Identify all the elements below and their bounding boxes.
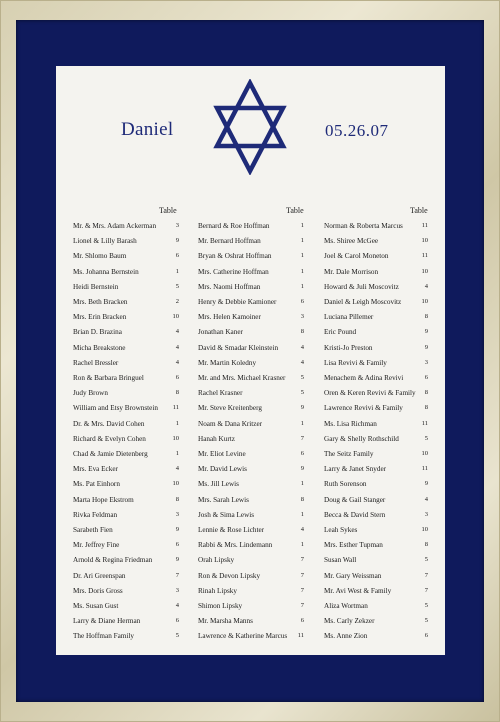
table-number: 5 bbox=[424, 556, 428, 564]
guest-row bbox=[324, 435, 428, 450]
guest-row bbox=[324, 511, 428, 526]
table-number: 7 bbox=[300, 556, 304, 564]
table-number: 6 bbox=[175, 252, 179, 260]
guest-row bbox=[198, 450, 304, 465]
table-number: 7 bbox=[300, 571, 304, 579]
honoree-name: Daniel bbox=[121, 119, 174, 140]
table-number: 10 bbox=[421, 450, 428, 457]
table-number: 5 bbox=[175, 282, 179, 290]
table-number: 5 bbox=[300, 389, 304, 397]
guest-name: Richard & Evelyn Cohen bbox=[73, 434, 146, 443]
guest-row bbox=[198, 632, 304, 647]
table-number: 10 bbox=[421, 298, 428, 305]
guest-row bbox=[73, 404, 179, 419]
table-number: 1 bbox=[300, 282, 304, 290]
guest-row bbox=[324, 237, 428, 252]
guest-row bbox=[198, 374, 304, 389]
guest-row bbox=[198, 420, 304, 435]
table-number: 11 bbox=[172, 404, 179, 412]
guest-row bbox=[73, 359, 179, 374]
table-number: 5 bbox=[424, 434, 428, 442]
guest-row bbox=[198, 602, 304, 617]
guest-row bbox=[324, 602, 428, 617]
guest-row bbox=[73, 450, 179, 465]
guest-row bbox=[73, 617, 179, 632]
guest-row bbox=[73, 511, 179, 526]
guest-name: Ron & Devon Lipsky bbox=[198, 571, 261, 580]
guest-name: Mr. Marsha Manns bbox=[198, 617, 253, 626]
table-number: 7 bbox=[300, 602, 304, 609]
guest-name: Heidi Bernstein bbox=[73, 282, 119, 291]
guest-name: Judy Brown bbox=[73, 389, 108, 398]
table-number: 10 bbox=[172, 480, 179, 488]
table-number: 6 bbox=[300, 298, 304, 305]
guest-name: Gary & Shelly Rothschild bbox=[324, 434, 399, 443]
guest-row bbox=[198, 556, 304, 571]
guest-row bbox=[198, 359, 304, 374]
guest-row bbox=[324, 313, 428, 328]
guest-name: Mrs. Eva Ecker bbox=[73, 465, 118, 474]
table-number: 5 bbox=[300, 374, 304, 381]
guest-row bbox=[198, 237, 304, 252]
table-number: 6 bbox=[300, 617, 304, 625]
guest-row bbox=[73, 480, 179, 495]
guest-row bbox=[198, 252, 304, 267]
guest-name: David & Smadar Kleinstein bbox=[198, 343, 279, 352]
guest-row bbox=[324, 541, 428, 556]
guest-name: Rivka Feldman bbox=[73, 510, 118, 519]
table-number: 10 bbox=[421, 526, 428, 533]
guest-name: Mr. Bernard Hoffman bbox=[198, 237, 261, 246]
guest-row bbox=[198, 344, 304, 359]
guest-name: Bryan & Oshrat Hoffman bbox=[198, 252, 272, 261]
guest-name: Ms. Shiree McGee bbox=[324, 237, 379, 246]
guest-name: The Hoffman Family bbox=[73, 632, 134, 641]
guest-name: Kristi-Jo Preston bbox=[324, 343, 373, 352]
guest-name: Dr. Ari Greenspan bbox=[73, 571, 126, 580]
table-number: 9 bbox=[175, 237, 179, 245]
table-number: 2 bbox=[175, 298, 179, 305]
table-number: 3 bbox=[175, 510, 179, 518]
guest-row bbox=[198, 313, 304, 328]
guest-name: Ron & Barbara Bringuel bbox=[73, 374, 144, 382]
table-number: 3 bbox=[175, 586, 179, 594]
guest-row bbox=[324, 526, 428, 541]
table-number: 6 bbox=[175, 541, 179, 549]
table-number: 11 bbox=[421, 419, 428, 427]
table-number: 1 bbox=[300, 480, 304, 488]
guest-name: Arnold & Regina Friedman bbox=[73, 556, 153, 565]
guest-name: Mrs. Esther Tupman bbox=[324, 541, 383, 550]
guest-name: Ms. Johanna Bernstein bbox=[73, 267, 139, 276]
table-number: 9 bbox=[424, 328, 428, 336]
guest-name: Sarabeth Fien bbox=[73, 526, 113, 534]
guest-row bbox=[73, 344, 179, 359]
guest-row bbox=[73, 268, 179, 283]
guest-row bbox=[324, 465, 428, 480]
table-number: 1 bbox=[175, 419, 179, 427]
table-number: 1 bbox=[300, 510, 304, 518]
guest-name: Lisa Revivi & Family bbox=[324, 358, 387, 367]
guest-name: Mrs. Erin Bracken bbox=[73, 313, 127, 322]
table-number: 1 bbox=[300, 419, 304, 427]
guest-name: Lennie & Rose Lichter bbox=[198, 526, 265, 534]
table-number: 1 bbox=[300, 222, 304, 229]
table-number: 8 bbox=[424, 389, 428, 397]
guest-name: Norman & Roberta Marcus bbox=[324, 222, 403, 230]
table-number: 10 bbox=[421, 237, 428, 245]
guest-name: Noam & Dana Kritzer bbox=[198, 419, 263, 428]
guest-row bbox=[198, 328, 304, 343]
guest-name: Marta Hope Ekstrom bbox=[73, 495, 134, 504]
table-number: 10 bbox=[172, 313, 179, 321]
guest-row bbox=[73, 526, 179, 541]
guest-row bbox=[324, 283, 428, 298]
guest-row bbox=[73, 283, 179, 298]
table-number: 4 bbox=[300, 358, 304, 366]
guest-name: Oren & Keren Revivi & Family bbox=[324, 389, 416, 398]
guest-row bbox=[73, 465, 179, 480]
guest-name: Chad & Jamie Dietenberg bbox=[73, 450, 148, 458]
table-number: 5 bbox=[424, 617, 428, 625]
table-number: 5 bbox=[175, 632, 179, 640]
table-number: 11 bbox=[421, 252, 428, 260]
table-number: 9 bbox=[300, 465, 304, 473]
table-number: 7 bbox=[175, 571, 179, 579]
guest-name: Ms. Carly Zekzer bbox=[324, 617, 375, 626]
event-date: 05.26.07 bbox=[325, 121, 389, 140]
guest-name: Mr. Jeffrey Fine bbox=[73, 541, 120, 550]
guest-row bbox=[198, 283, 304, 298]
guest-row bbox=[198, 526, 304, 541]
table-number: 6 bbox=[300, 450, 304, 457]
guest-name: Mr. Martin Koledny bbox=[198, 358, 257, 367]
table-number: 7 bbox=[300, 586, 304, 594]
guest-row bbox=[198, 572, 304, 587]
guest-row bbox=[73, 374, 179, 389]
table-number: 10 bbox=[421, 267, 428, 275]
guest-row bbox=[73, 632, 179, 647]
guest-name: Jonathan Kaner bbox=[198, 328, 243, 337]
table-number: 3 bbox=[424, 358, 428, 366]
table-number: 4 bbox=[175, 358, 179, 366]
guest-row bbox=[73, 496, 179, 511]
table-number: 8 bbox=[424, 313, 428, 321]
table-number: 1 bbox=[300, 267, 304, 275]
table-number: 8 bbox=[175, 495, 179, 503]
guest-name: Menachem & Adina Revivi bbox=[324, 374, 404, 382]
guest-row bbox=[73, 389, 179, 404]
guest-row bbox=[198, 404, 304, 419]
guest-name: Mrs. Beth Bracken bbox=[73, 298, 128, 306]
guest-row bbox=[73, 435, 179, 450]
table-number: 8 bbox=[424, 541, 428, 549]
guest-row bbox=[73, 587, 179, 602]
guest-name: William and Etsy Brownstein bbox=[73, 404, 158, 413]
guest-name: Hanah Kurtz bbox=[198, 434, 235, 443]
guest-name: Doug & Gail Stanger bbox=[324, 495, 386, 504]
table-number: 9 bbox=[175, 556, 179, 564]
table-number: 1 bbox=[175, 267, 179, 275]
table-number: 11 bbox=[421, 222, 428, 229]
table-number: 6 bbox=[424, 374, 428, 381]
guest-row bbox=[324, 587, 428, 602]
guest-name: Rachel Bressler bbox=[73, 358, 119, 367]
table-number: 8 bbox=[175, 389, 179, 397]
guest-name: Aliza Wortman bbox=[324, 602, 368, 610]
guest-name: Mrs. Sarah Lewis bbox=[198, 495, 249, 504]
guest-row bbox=[73, 222, 179, 237]
guest-row bbox=[73, 572, 179, 587]
guest-name: Becca & David Stern bbox=[324, 510, 386, 519]
table-number: 3 bbox=[175, 222, 179, 229]
guest-name: Larry & Janet Snyder bbox=[324, 465, 387, 474]
guest-row bbox=[198, 511, 304, 526]
guest-row bbox=[73, 252, 179, 267]
guest-name: Mr. Steve Kreitenberg bbox=[198, 404, 262, 413]
guest-name: Ms. Lisa Richman bbox=[324, 419, 377, 428]
table-number: 4 bbox=[175, 602, 179, 609]
guest-row bbox=[73, 313, 179, 328]
guest-name: Mr. Avi West & Family bbox=[324, 586, 392, 595]
guest-name: Lionel & Lilly Barash bbox=[73, 237, 137, 246]
table-column-header-1: Table bbox=[159, 206, 177, 215]
guest-row bbox=[198, 435, 304, 450]
guest-row bbox=[324, 404, 428, 419]
guest-name: Luciana Pillemer bbox=[324, 313, 374, 322]
guest-row bbox=[324, 344, 428, 359]
table-number: 6 bbox=[175, 617, 179, 625]
table-number: 11 bbox=[297, 632, 304, 640]
guest-name: Ms. Jill Lewis bbox=[198, 480, 239, 489]
guest-row bbox=[324, 496, 428, 511]
table-number: 1 bbox=[175, 450, 179, 457]
guest-name: Ruth Sorenson bbox=[324, 480, 367, 489]
table-number: 4 bbox=[175, 465, 179, 473]
guest-row bbox=[73, 602, 179, 617]
table-number: 8 bbox=[300, 328, 304, 336]
guest-row bbox=[73, 328, 179, 343]
guest-row bbox=[198, 465, 304, 480]
guest-name: Mrs. Helen Kamoiner bbox=[198, 313, 261, 322]
table-number: 7 bbox=[300, 434, 304, 442]
guest-row bbox=[198, 222, 304, 237]
table-number: 4 bbox=[300, 526, 304, 533]
guest-row bbox=[324, 450, 428, 465]
guest-row bbox=[73, 298, 179, 313]
guest-name: Mr. Eliot Levine bbox=[198, 450, 246, 458]
guest-name: Lawrence Revivi & Family bbox=[324, 404, 403, 413]
guest-row bbox=[198, 268, 304, 283]
table-number: 3 bbox=[424, 510, 428, 518]
guest-name: Eric Pound bbox=[324, 328, 357, 337]
guest-name: Mrs. Doris Gross bbox=[73, 586, 123, 595]
table-number: 1 bbox=[300, 237, 304, 245]
table-number: 9 bbox=[424, 343, 428, 351]
guest-name: Rinah Lipsky bbox=[198, 586, 237, 595]
guest-row bbox=[324, 268, 428, 283]
guest-row bbox=[73, 237, 179, 252]
guest-row bbox=[198, 298, 304, 313]
guest-row bbox=[324, 328, 428, 343]
table-number: 3 bbox=[300, 313, 304, 321]
guest-name: Mr. Dale Morrison bbox=[324, 267, 379, 276]
guest-row bbox=[198, 389, 304, 404]
guest-row bbox=[324, 359, 428, 374]
guest-name: Howard & Juli Moscovitz bbox=[324, 282, 399, 291]
guest-name: Leah Sykes bbox=[324, 526, 358, 534]
guest-row bbox=[73, 420, 179, 435]
guest-name: Ms. Pat Einhorn bbox=[73, 480, 120, 489]
table-number: 11 bbox=[421, 465, 428, 473]
guest-name: Ms. Susan Gust bbox=[73, 602, 119, 610]
guest-row bbox=[324, 374, 428, 389]
guest-name: Dr. & Mrs. David Cohen bbox=[73, 419, 145, 428]
guest-row bbox=[198, 617, 304, 632]
table-number: 5 bbox=[424, 602, 428, 609]
table-number: 6 bbox=[424, 632, 428, 640]
guest-row bbox=[324, 222, 428, 237]
table-number: 9 bbox=[175, 526, 179, 533]
guest-row bbox=[198, 496, 304, 511]
guest-row bbox=[324, 572, 428, 587]
table-number: 10 bbox=[172, 434, 179, 442]
guest-name: Lawrence & Katherine Marcus bbox=[198, 632, 288, 641]
guest-name: Rachel Krasner bbox=[198, 389, 243, 398]
guest-row bbox=[324, 556, 428, 571]
guest-name: Susan Wall bbox=[324, 556, 357, 565]
table-number: 9 bbox=[300, 404, 304, 412]
table-column-header-3: Table bbox=[410, 206, 428, 215]
guest-row bbox=[198, 587, 304, 602]
guest-name: Mr. and Mrs. Michael Krasner bbox=[198, 374, 286, 382]
guest-name: Mr. Gary Weissman bbox=[324, 571, 382, 580]
guest-row bbox=[324, 420, 428, 435]
guest-name: Mr. Shlomo Baum bbox=[73, 252, 127, 261]
table-number: 7 bbox=[424, 571, 428, 579]
guest-name: Mr. David Lewis bbox=[198, 465, 247, 474]
guest-row bbox=[324, 389, 428, 404]
table-number: 4 bbox=[424, 495, 428, 503]
guest-row bbox=[73, 556, 179, 571]
table-number: 4 bbox=[424, 282, 428, 290]
guest-row bbox=[73, 541, 179, 556]
guest-row bbox=[324, 298, 428, 313]
guest-name: Mrs. Catherine Hoffman bbox=[198, 267, 269, 276]
table-column-header-2: Table bbox=[286, 206, 304, 215]
table-number: 1 bbox=[300, 252, 304, 260]
table-number: 1 bbox=[300, 541, 304, 549]
guest-row bbox=[324, 617, 428, 632]
guest-name: Henry & Debbie Kamioner bbox=[198, 298, 277, 306]
guest-row bbox=[198, 480, 304, 495]
table-number: 4 bbox=[175, 328, 179, 336]
guest-row bbox=[198, 541, 304, 556]
guest-name: Brian D. Brazina bbox=[73, 328, 122, 337]
guest-row bbox=[324, 480, 428, 495]
star-of-david-icon bbox=[213, 79, 287, 175]
guest-name: Rabbi & Mrs. Lindemann bbox=[198, 541, 273, 550]
guest-row bbox=[324, 252, 428, 267]
table-number: 9 bbox=[424, 480, 428, 488]
table-number: 6 bbox=[175, 374, 179, 381]
guest-name: The Seitz Family bbox=[324, 450, 374, 458]
table-number: 8 bbox=[424, 404, 428, 412]
guest-name: Bernard & Roe Hoffman bbox=[198, 222, 270, 230]
guest-name: Joel & Carol Moneton bbox=[324, 252, 389, 261]
guest-name: Orah Lipsky bbox=[198, 556, 235, 565]
guest-name: Josh & Sima Lewis bbox=[198, 510, 255, 519]
guest-row bbox=[324, 632, 428, 647]
guest-name: Micha Breakstone bbox=[73, 343, 126, 352]
guest-name: Larry & Diane Herman bbox=[73, 617, 141, 626]
table-number: 8 bbox=[300, 495, 304, 503]
table-number: 4 bbox=[175, 343, 179, 351]
guest-name: Mrs. Naomi Hoffman bbox=[198, 282, 261, 291]
guest-name: Ms. Anne Zion bbox=[324, 632, 368, 641]
guest-name: Shimon Lipsky bbox=[198, 602, 243, 610]
guest-name: Daniel & Leigh Moscovitz bbox=[324, 298, 402, 306]
guest-name: Mr. & Mrs. Adam Ackerman bbox=[73, 222, 157, 230]
table-number: 4 bbox=[300, 343, 304, 351]
table-number: 7 bbox=[424, 586, 428, 594]
